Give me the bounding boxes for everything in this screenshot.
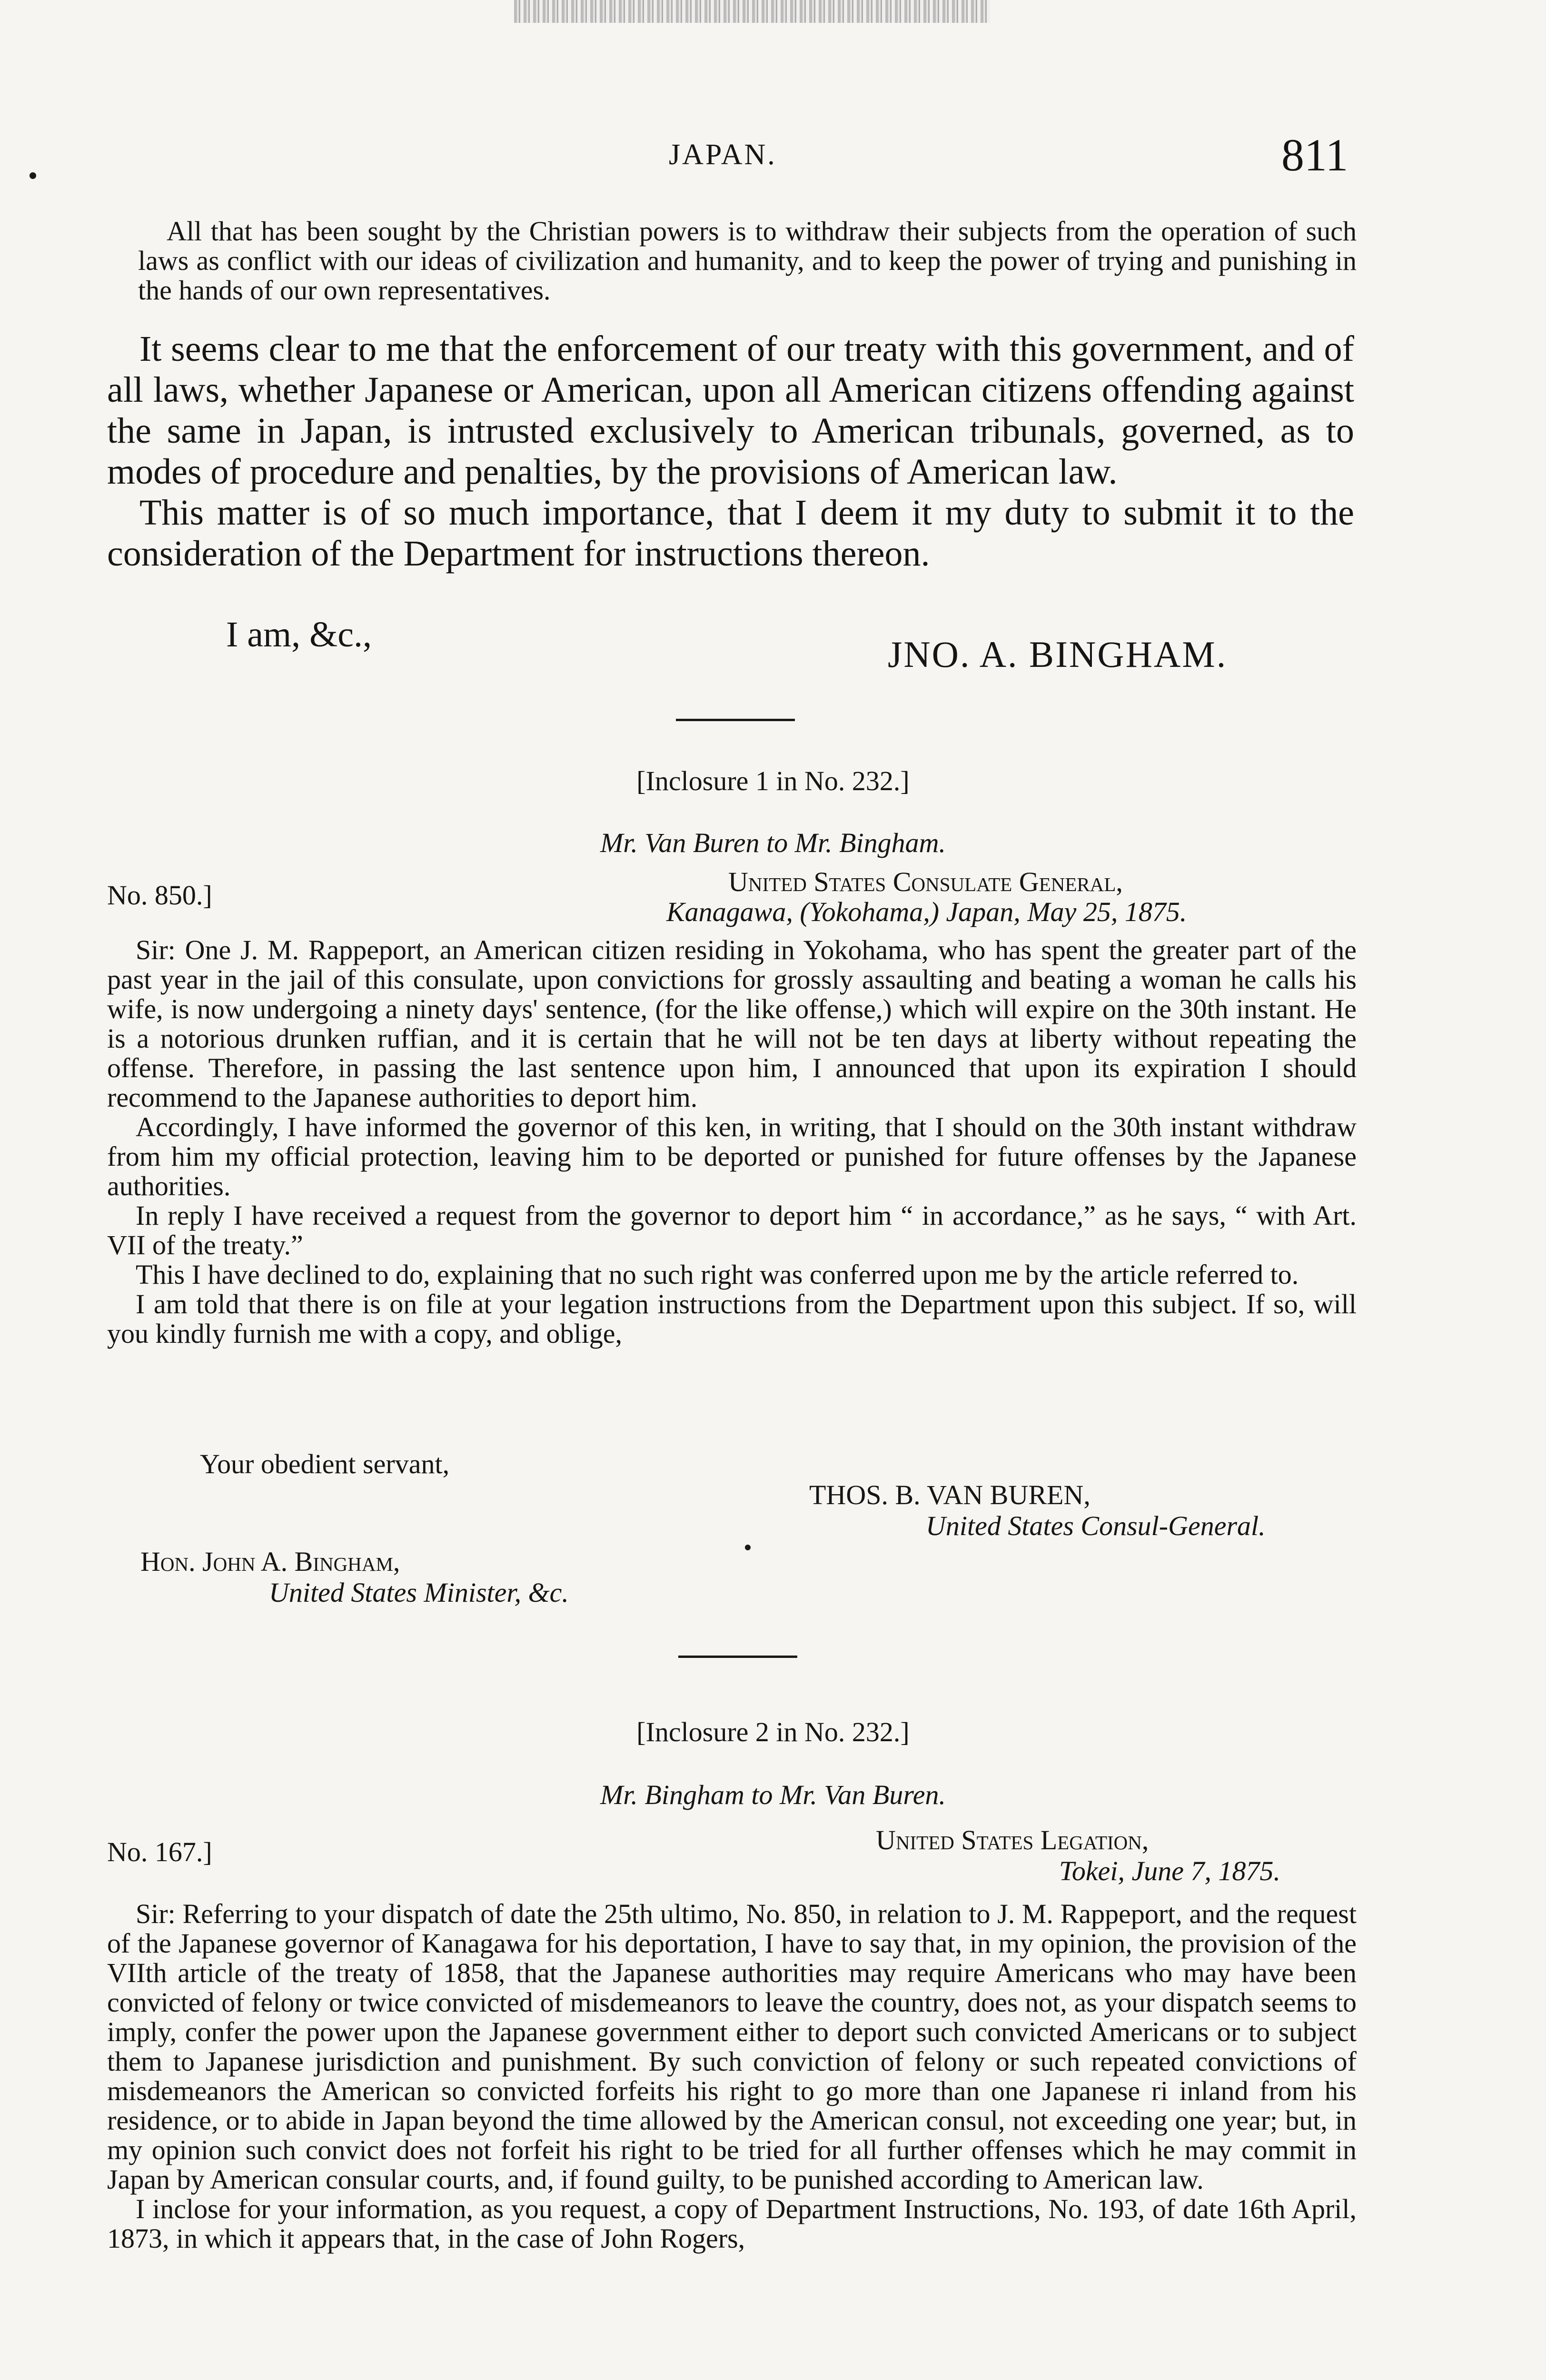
stray-mark (30, 172, 36, 179)
paragraph: Accordingly, I have informed the governor of this ken, in writing, that I should on the 30th instant withdraw from him my official protection, leaving him to be deported or punished for future offenses by the Japanese authorities. (107, 1111, 1357, 1201)
closing: Your obedient servant, (200, 1448, 450, 1479)
closing: I am, &c., (226, 615, 372, 654)
paragraph: In reply I have received a request from the governor to deport him “ in accordance,” as he says, “ with Art. VII of the treaty.” (107, 1200, 1357, 1260)
continuation-paragraph (138, 217, 1357, 305)
section-rule (678, 1656, 797, 1658)
paragraph: Sir: One J. M. Rappeport, an American citizen residing in Yokohama, who has spent the greater part of the past year in the jail of this consulate, upon convictions for grossly assaulting and beating a woman he calls his wife, is now undergoing a ninety days' sentence, (for the like offense,) which will expire on the 30th instant. He is a notorious drunken ruffian, and it is certain that he will not be ten days at liberty without repeating the offense. Therefore, in passing the last sentence upon him, I announced that upon its expiration I should recommend to the Japanese authorities to deport him. (107, 934, 1357, 1113)
paragraph: This I have declined to do, explaining that no such right was conferred upon me by the article referred to. (136, 1259, 1299, 1290)
office-name: United States Consulate General, (728, 866, 1123, 897)
signature: THOS. B. VAN BUREN, (809, 1479, 1090, 1510)
letter-title: Mr. Van Buren to Mr. Bingham. (600, 827, 946, 858)
place-date: Kanagawa, (Yokohama,) Japan, May 25, 1875. (666, 896, 1187, 927)
paragraph: Sir: Referring to your dispatch of date the 25th ultimo, No. 850, in relation to J. M. Rappeport, and the request of the Japanese governor of Kanagawa for his deportation, I have to say that, in my opinion, the provision of the VIIth article of the treaty of 1858, that the Japanese authorities may require Americans who may have been convicted of felony or twice convicted of misdemeanors to leave the country, does not, as your dispatch seems to imply, confer the power upon the Japanese government either to deport such convicted Americans or to subject them to Japanese jurisdiction and punishment. By such conviction of felony or such repeated convictions of misdemeanors the American so convicted forfeits his right to go more than one Japanese ri inland from his residence, or to abide in Japan beyond the time allowed by the American consul, not exceeding one year; but, in my opinion such convict does not forfeit his right to be tried for all further offenses which he may commit in Japan by American consular courts, and, if found guilty, to be punished according to American law. (107, 1898, 1357, 2195)
paragraph: I am told that there is on file at your legation instructions from the Department upon this subject. If so, will you kindly furnish me with a copy, and oblige, (107, 1289, 1357, 1349)
scan-noise-top (514, 0, 990, 23)
paragraph: I inclose for your information, as you request, a copy of Department Instructions, No. 193, of date 16th April, 1873, in which it appears that, in the case of John Rogers, (107, 2193, 1357, 2254)
dispatch-number: No. 850.] (107, 880, 212, 911)
signature-title: United States Consul-General. (926, 1510, 1266, 1541)
letter-body (107, 1899, 1357, 2253)
running-head: JAPAN. (669, 139, 777, 171)
addressee: Hon. John A. Bingham, (140, 1546, 400, 1577)
office-name: United States Legation, (876, 1825, 1149, 1855)
place-date: Tokei, June 7, 1875. (1059, 1855, 1281, 1886)
main-paragraphs (107, 328, 1354, 574)
paragraph: This matter is of so much importance, that I deem it my duty to submit it to the consideration of the Department for instructions thereon. (107, 493, 1354, 574)
page-number: 811 (1281, 129, 1348, 180)
inclosure-heading: [Inclosure 1 in No. 232.] (636, 765, 910, 796)
paragraph: It seems clear to me that the enforcement of our treaty with this government, and of all laws, whether Japanese or American, upon all American citizens offending against the same in Japan, is intrusted exclusively to American tribunals, governed, as to modes of procedure and penalties, by the provisions of American law. (107, 329, 1354, 492)
signature: JNO. A. BINGHAM. (888, 634, 1228, 675)
letter-body (107, 935, 1357, 1349)
inclosure-heading: [Inclosure 2 in No. 232.] (636, 1716, 910, 1747)
letter-title: Mr. Bingham to Mr. Van Buren. (600, 1779, 946, 1810)
paragraph: All that has been sought by the Christian powers is to withdraw their subjects from the operation of such laws as conflict with our ideas of civilization and humanity, and to keep the power of trying and punishing in the hands of our own representatives. (138, 216, 1357, 306)
addressee-title: United States Minister, &c. (269, 1577, 569, 1608)
section-rule (676, 719, 795, 721)
dispatch-number: No. 167.] (107, 1836, 212, 1867)
stray-mark (745, 1545, 751, 1550)
